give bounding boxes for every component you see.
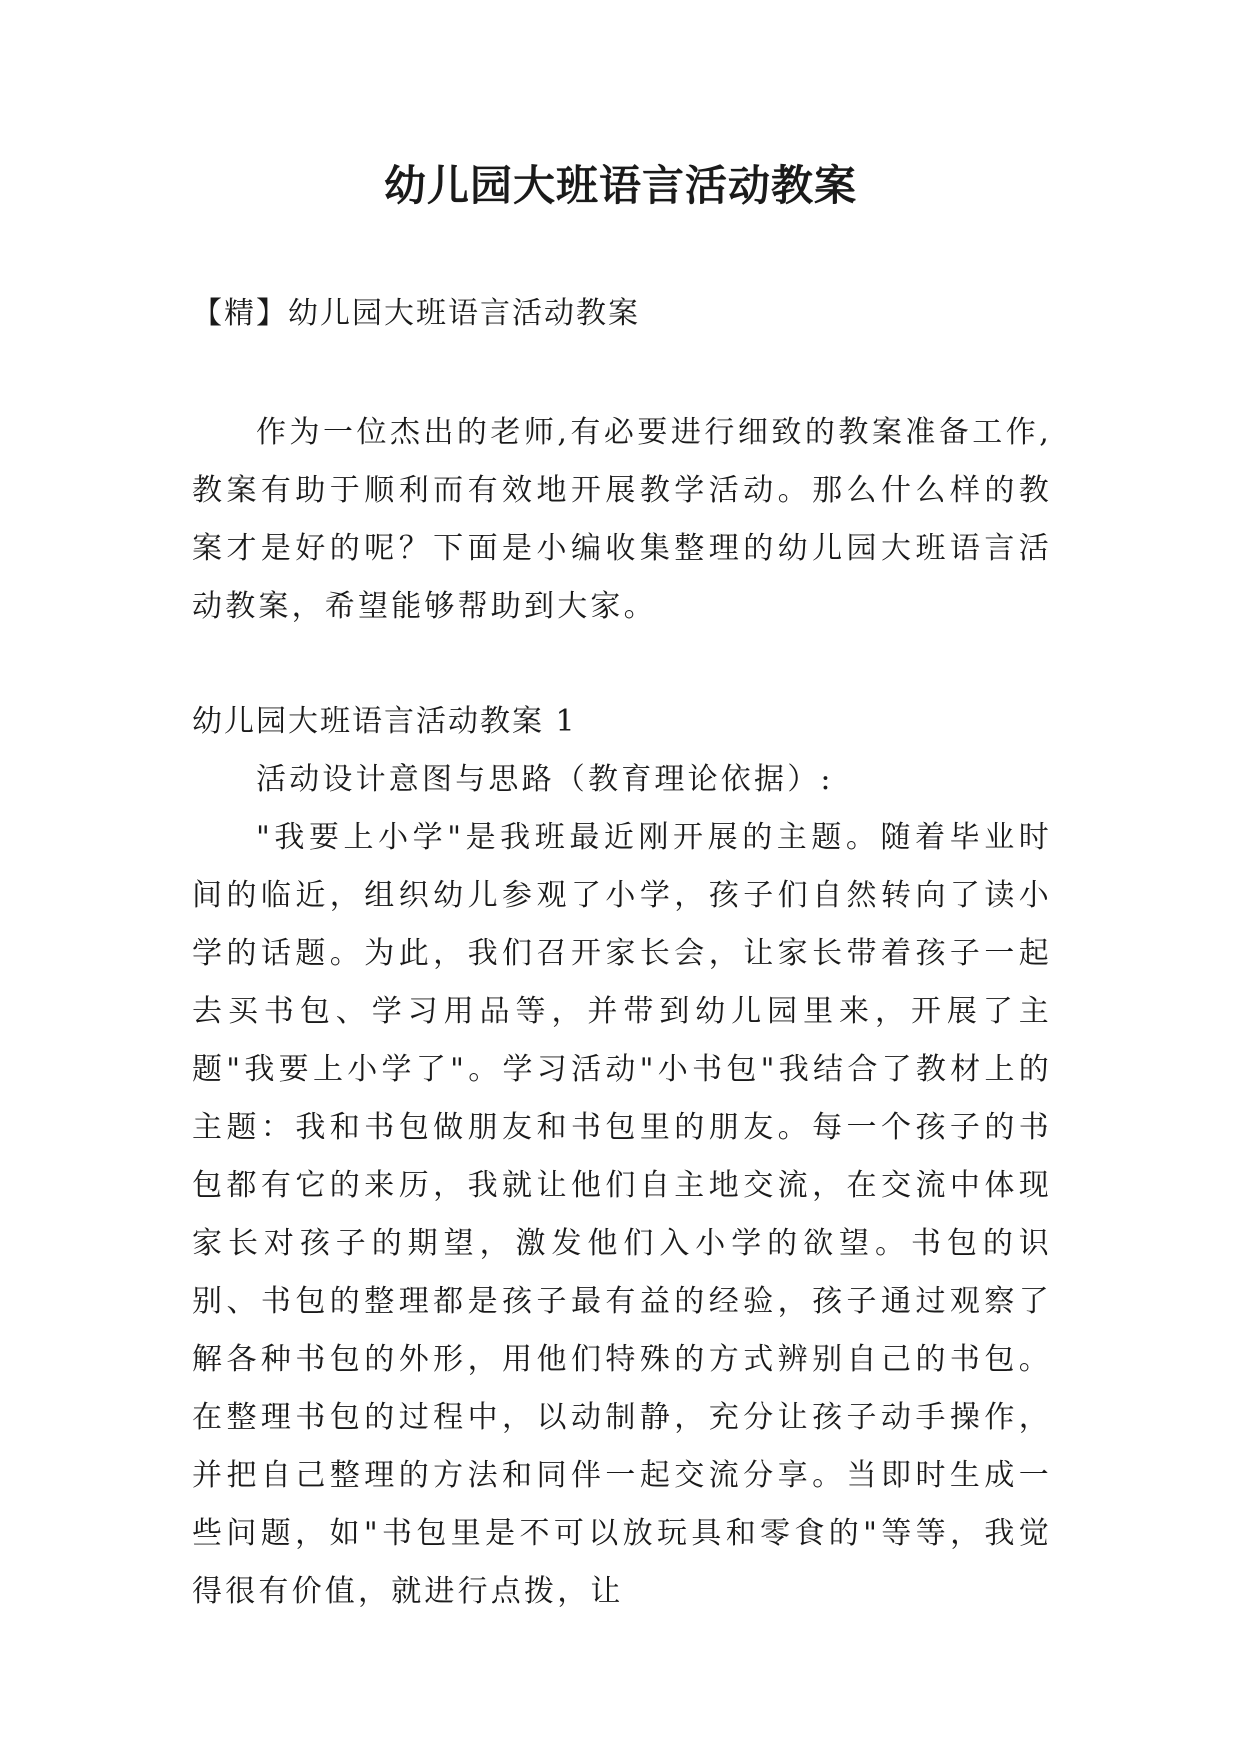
lesson-section-1	[192, 693, 1052, 1621]
document-subtitle: 【精】幼儿园大班语言活动教案	[192, 296, 640, 331]
section-subheading: 活动设计意图与思路（教育理论依据）:	[256, 762, 834, 797]
document-title: 幼儿园大班语言活动教案	[383, 161, 857, 210]
section-body-paragraph: "我要上小学"是我班最近刚开展的主题。随着毕业时间的临近，组织幼儿参观了小学，孩子们自然转向了读小学的话题。为此，我们召开家长会，让家长带着孩子一起去买书包、学习用品等，并带到幼儿园里来，开展了主题"我要上小学了"。学习活动"小书包"我结合了教材上的主题：我和书包做朋友和书包里的朋友。每一个孩子的书包都有它的来历，我就让他们自主地交流，在交流中体现家长对孩子的期望，激发他们入小学的欲望。书包的识别、书包的整理都是孩子最有益的经验，孩子通过观察了解各种书包的外形，用他们特殊的方式辨别自己的书包。在整理书包的过程中，以动制静，充分让孩子动手操作，并把自己整理的方法和同伴一起交流分享。当即时生成一些问题，如"书包里是不可以放玩具和零食的"等等，我觉得很有价值，就进行点拨，让	[192, 820, 1052, 1609]
section-title: 幼儿园大班语言活动教案 1	[192, 704, 577, 739]
intro-section	[192, 404, 1052, 636]
intro-paragraph: 作为一位杰出的老师,有必要进行细致的教案准备工作,教案有助于顺利而有效地开展教学活动。那么什么样的教案才是好的呢？下面是小编收集整理的幼儿园大班语言活动教案，希望能够帮助到大家。	[192, 415, 1052, 624]
